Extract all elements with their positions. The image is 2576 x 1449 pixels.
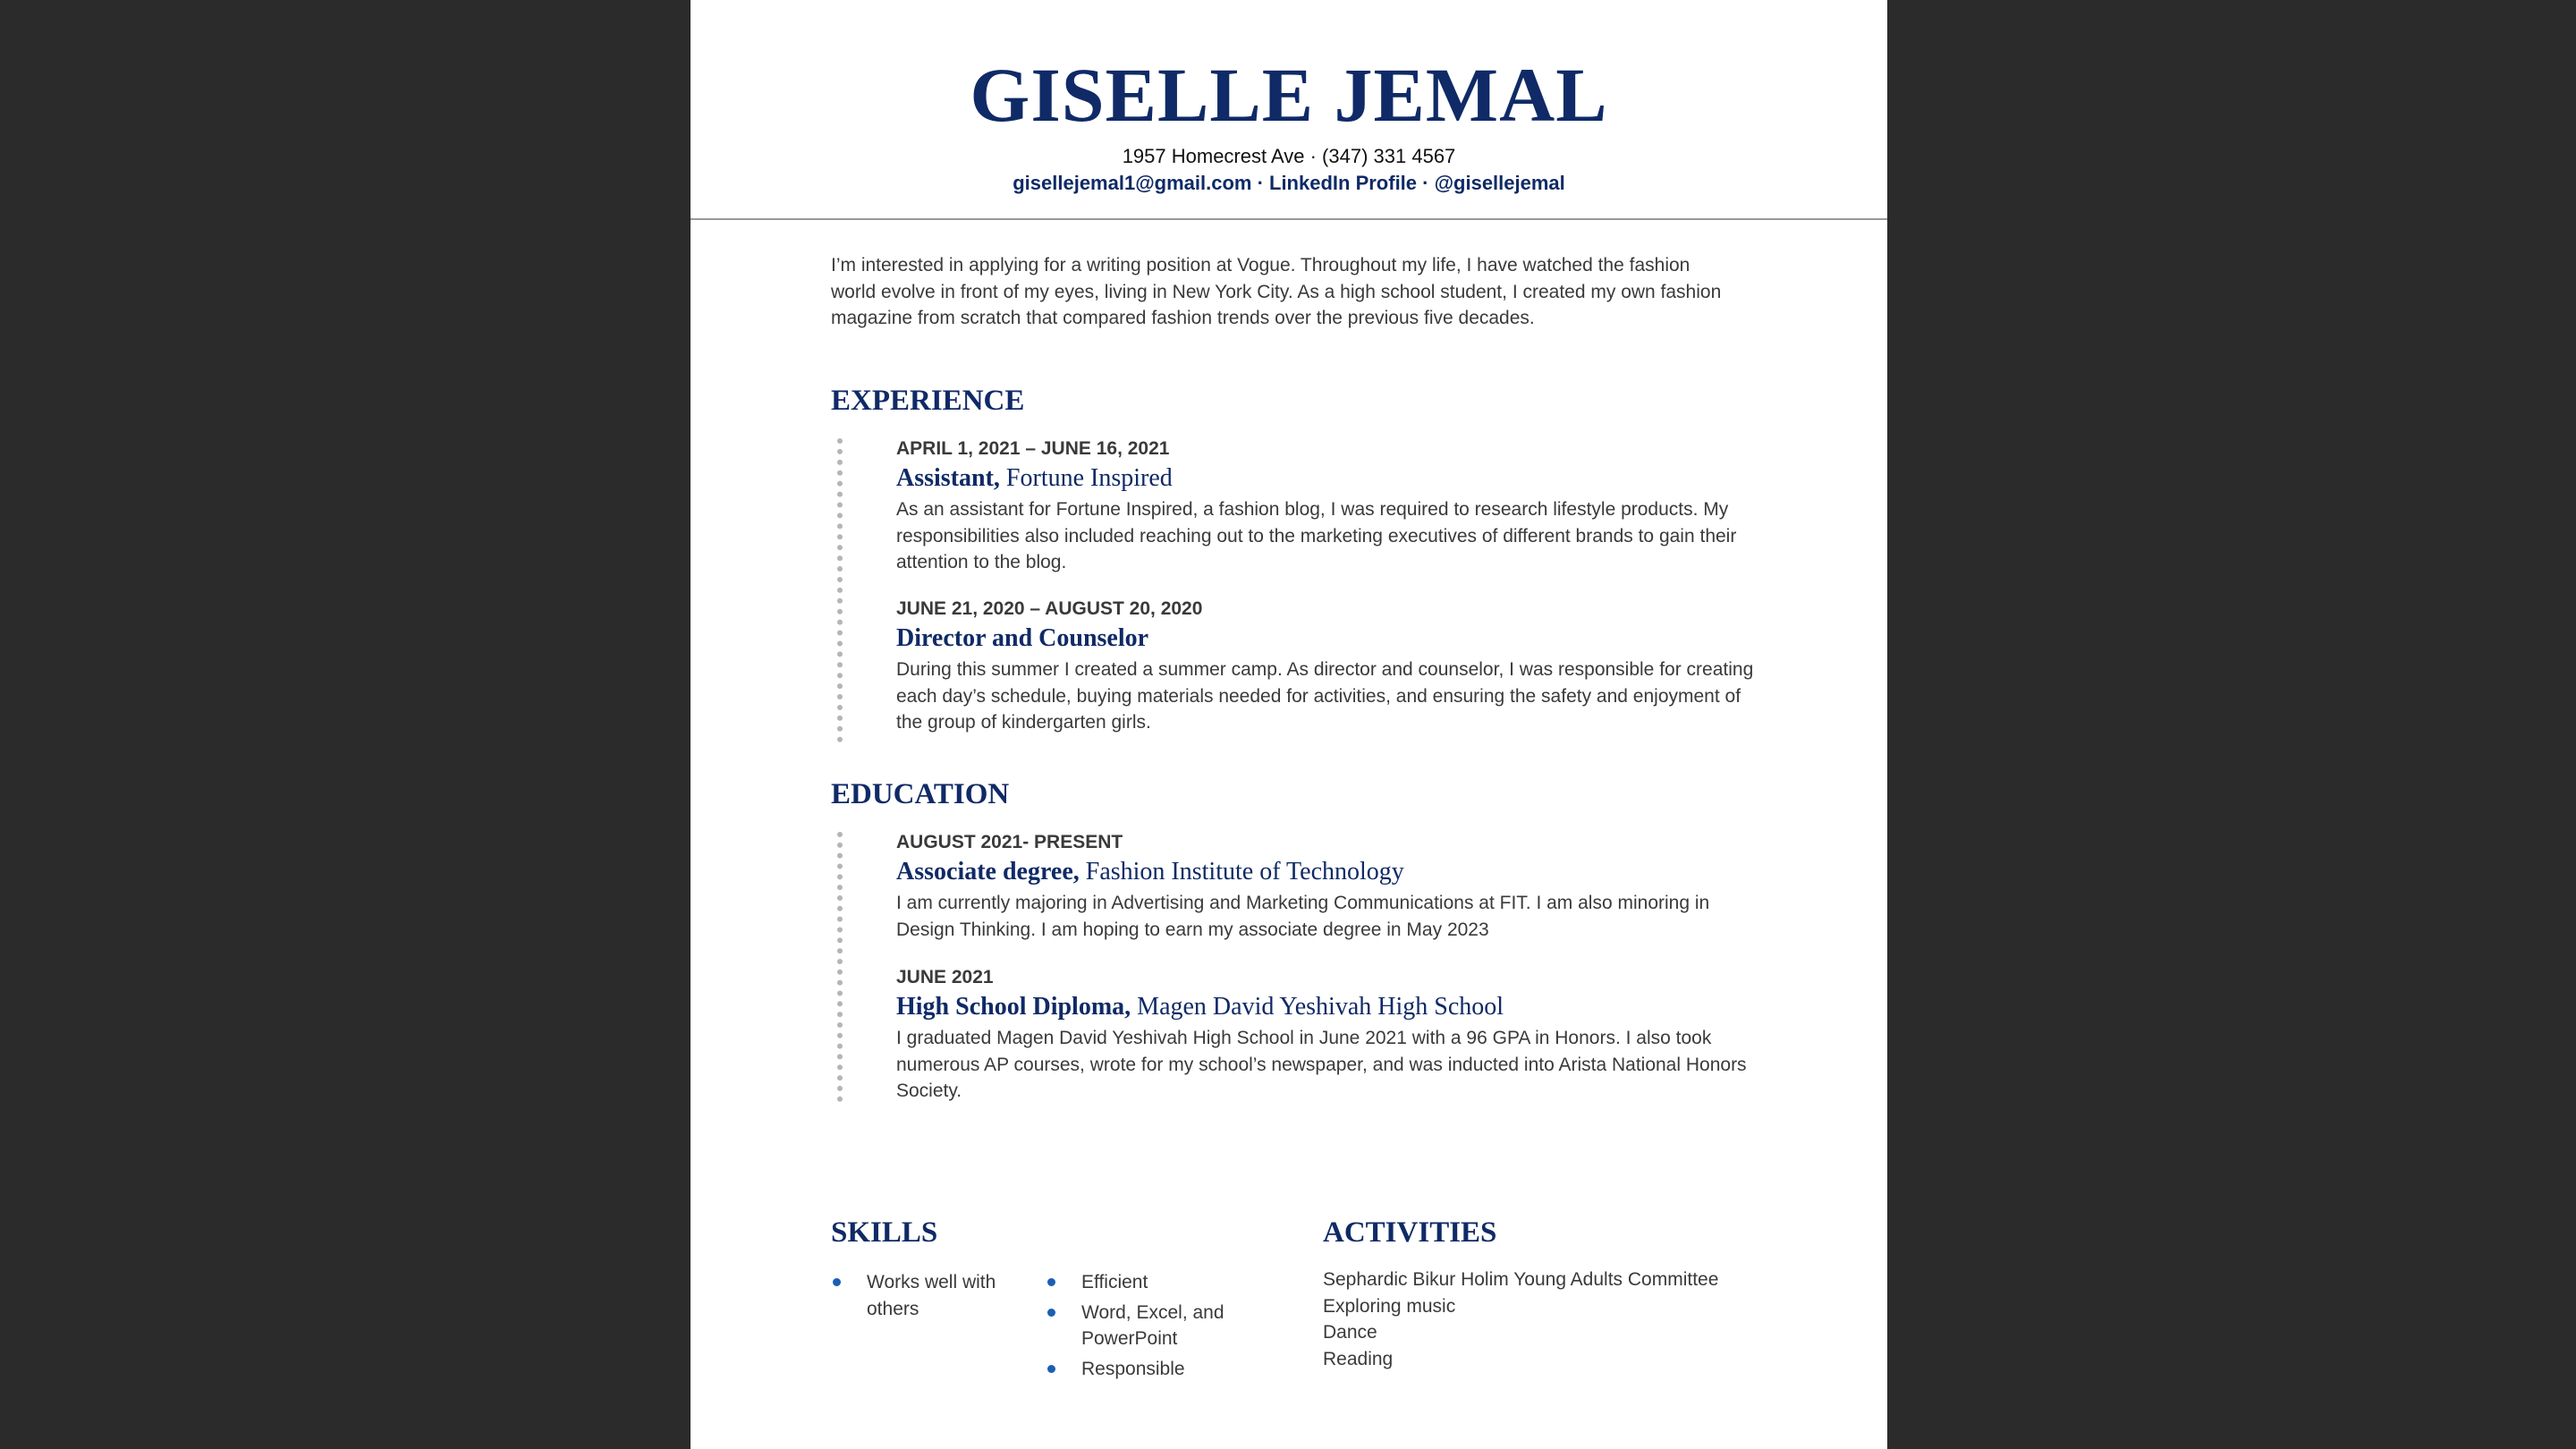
bullet-icon <box>833 1278 841 1286</box>
contact-links-line[interactable]: gisellejemal1@gmail.com · LinkedIn Profile · @gisellejemal <box>1013 172 1565 194</box>
skill-item <box>1046 1269 1260 1296</box>
activity-item: Reading <box>1323 1348 1394 1369</box>
experience-item <box>896 597 1755 736</box>
bullet-icon <box>1047 1365 1055 1373</box>
address-phone-line: 1957 Homecrest Ave · (347) 331 4567 <box>1122 145 1456 167</box>
education-title: Associate degree, <box>896 858 1080 886</box>
experience-role <box>896 463 1540 494</box>
experience-date: JUNE 21, 2020 – AUGUST 20, 2020 <box>896 598 1203 619</box>
experience-heading: EXPERIENCE <box>831 385 1025 417</box>
activities-list <box>1323 1267 1718 1372</box>
experience-date: APRIL 1, 2021 – JUNE 16, 2021 <box>896 438 1170 459</box>
activity-item: Sephardic Bikur Holim Young Adults Committee <box>1323 1269 1719 1290</box>
experience-title: Director and Counselor <box>896 624 1149 652</box>
skills-list-col2 <box>1046 1269 1260 1385</box>
experience-title: Assistant, <box>896 464 1000 492</box>
education-institution: Fashion Institute of Technology <box>1085 858 1404 886</box>
experience-description: During this summer I created a summer camp. As director and counselor, I was responsible for creating each day’s schedule, buying materials needed for activities, and ensuring the safety and enjoyment of the group of kindergarten girls. <box>896 659 1754 733</box>
experience-timeline <box>837 438 843 742</box>
education-description: I graduated Magen David Yeshivah High School in June 2021 with a 96 GPA in Honors. I also took numerous AP courses, wrote for my school’s newspaper, and was inducted into Arista National Honors Society. <box>896 1028 1747 1101</box>
bullet-icon <box>1047 1309 1055 1317</box>
education-institution: Magen David Yeshivah High School <box>1137 993 1504 1021</box>
activity-item: Dance <box>1323 1322 1377 1343</box>
skill-label: Responsible <box>1081 1358 1185 1379</box>
summary-paragraph: I’m interested in applying for a writing position at Vogue. Throughout my life, I have watched the fashion world evolve in front of my eyes, living in New York City. As a high school student, I created my own fashion magazine from scratch that compared fashion trends over the previous five decades. <box>831 255 1722 328</box>
skill-item <box>1046 1300 1260 1352</box>
bullet-icon <box>1047 1278 1055 1286</box>
skill-label: Efficient <box>1081 1272 1148 1292</box>
experience-role <box>896 623 1755 654</box>
education-title: High School Diploma, <box>896 993 1131 1021</box>
skill-label: Works well with others <box>867 1272 996 1319</box>
resume-page <box>691 0 1887 1449</box>
experience-org: Fortune Inspired <box>1005 464 1173 492</box>
skill-item <box>1046 1356 1260 1383</box>
experience-description: As an assistant for Fortune Inspired, a fashion blog, I was required to research lifestyle products. My responsibilities also included reaching out to the marketing executives of different brands to gain their attention to the blog. <box>896 499 1737 572</box>
header-divider <box>691 218 1887 220</box>
skill-item <box>831 1269 1028 1322</box>
experience-item <box>896 436 1737 576</box>
education-date: JUNE 2021 <box>896 967 994 987</box>
education-timeline <box>837 832 843 1102</box>
candidate-name: GISELLE JEMAL <box>970 52 1608 138</box>
skills-heading: SKILLS <box>831 1216 938 1249</box>
activities-heading: ACTIVITIES <box>1323 1216 1497 1249</box>
education-degree <box>896 992 1755 1022</box>
education-item <box>896 830 1755 943</box>
education-date: AUGUST 2021- PRESENT <box>896 832 1123 852</box>
skills-list-col1 <box>831 1269 1028 1326</box>
education-item <box>896 965 1755 1105</box>
education-heading: EDUCATION <box>831 778 1010 810</box>
education-description: I am currently majoring in Advertising and Marketing Communications at FIT. I am also minoring in Design Thinking. I am hoping to earn my associate degree in May 2023 <box>896 893 1710 940</box>
skill-label: Word, Excel, and PowerPoint <box>1081 1301 1224 1349</box>
activity-item: Exploring music <box>1323 1295 1456 1317</box>
education-degree <box>896 857 1755 887</box>
